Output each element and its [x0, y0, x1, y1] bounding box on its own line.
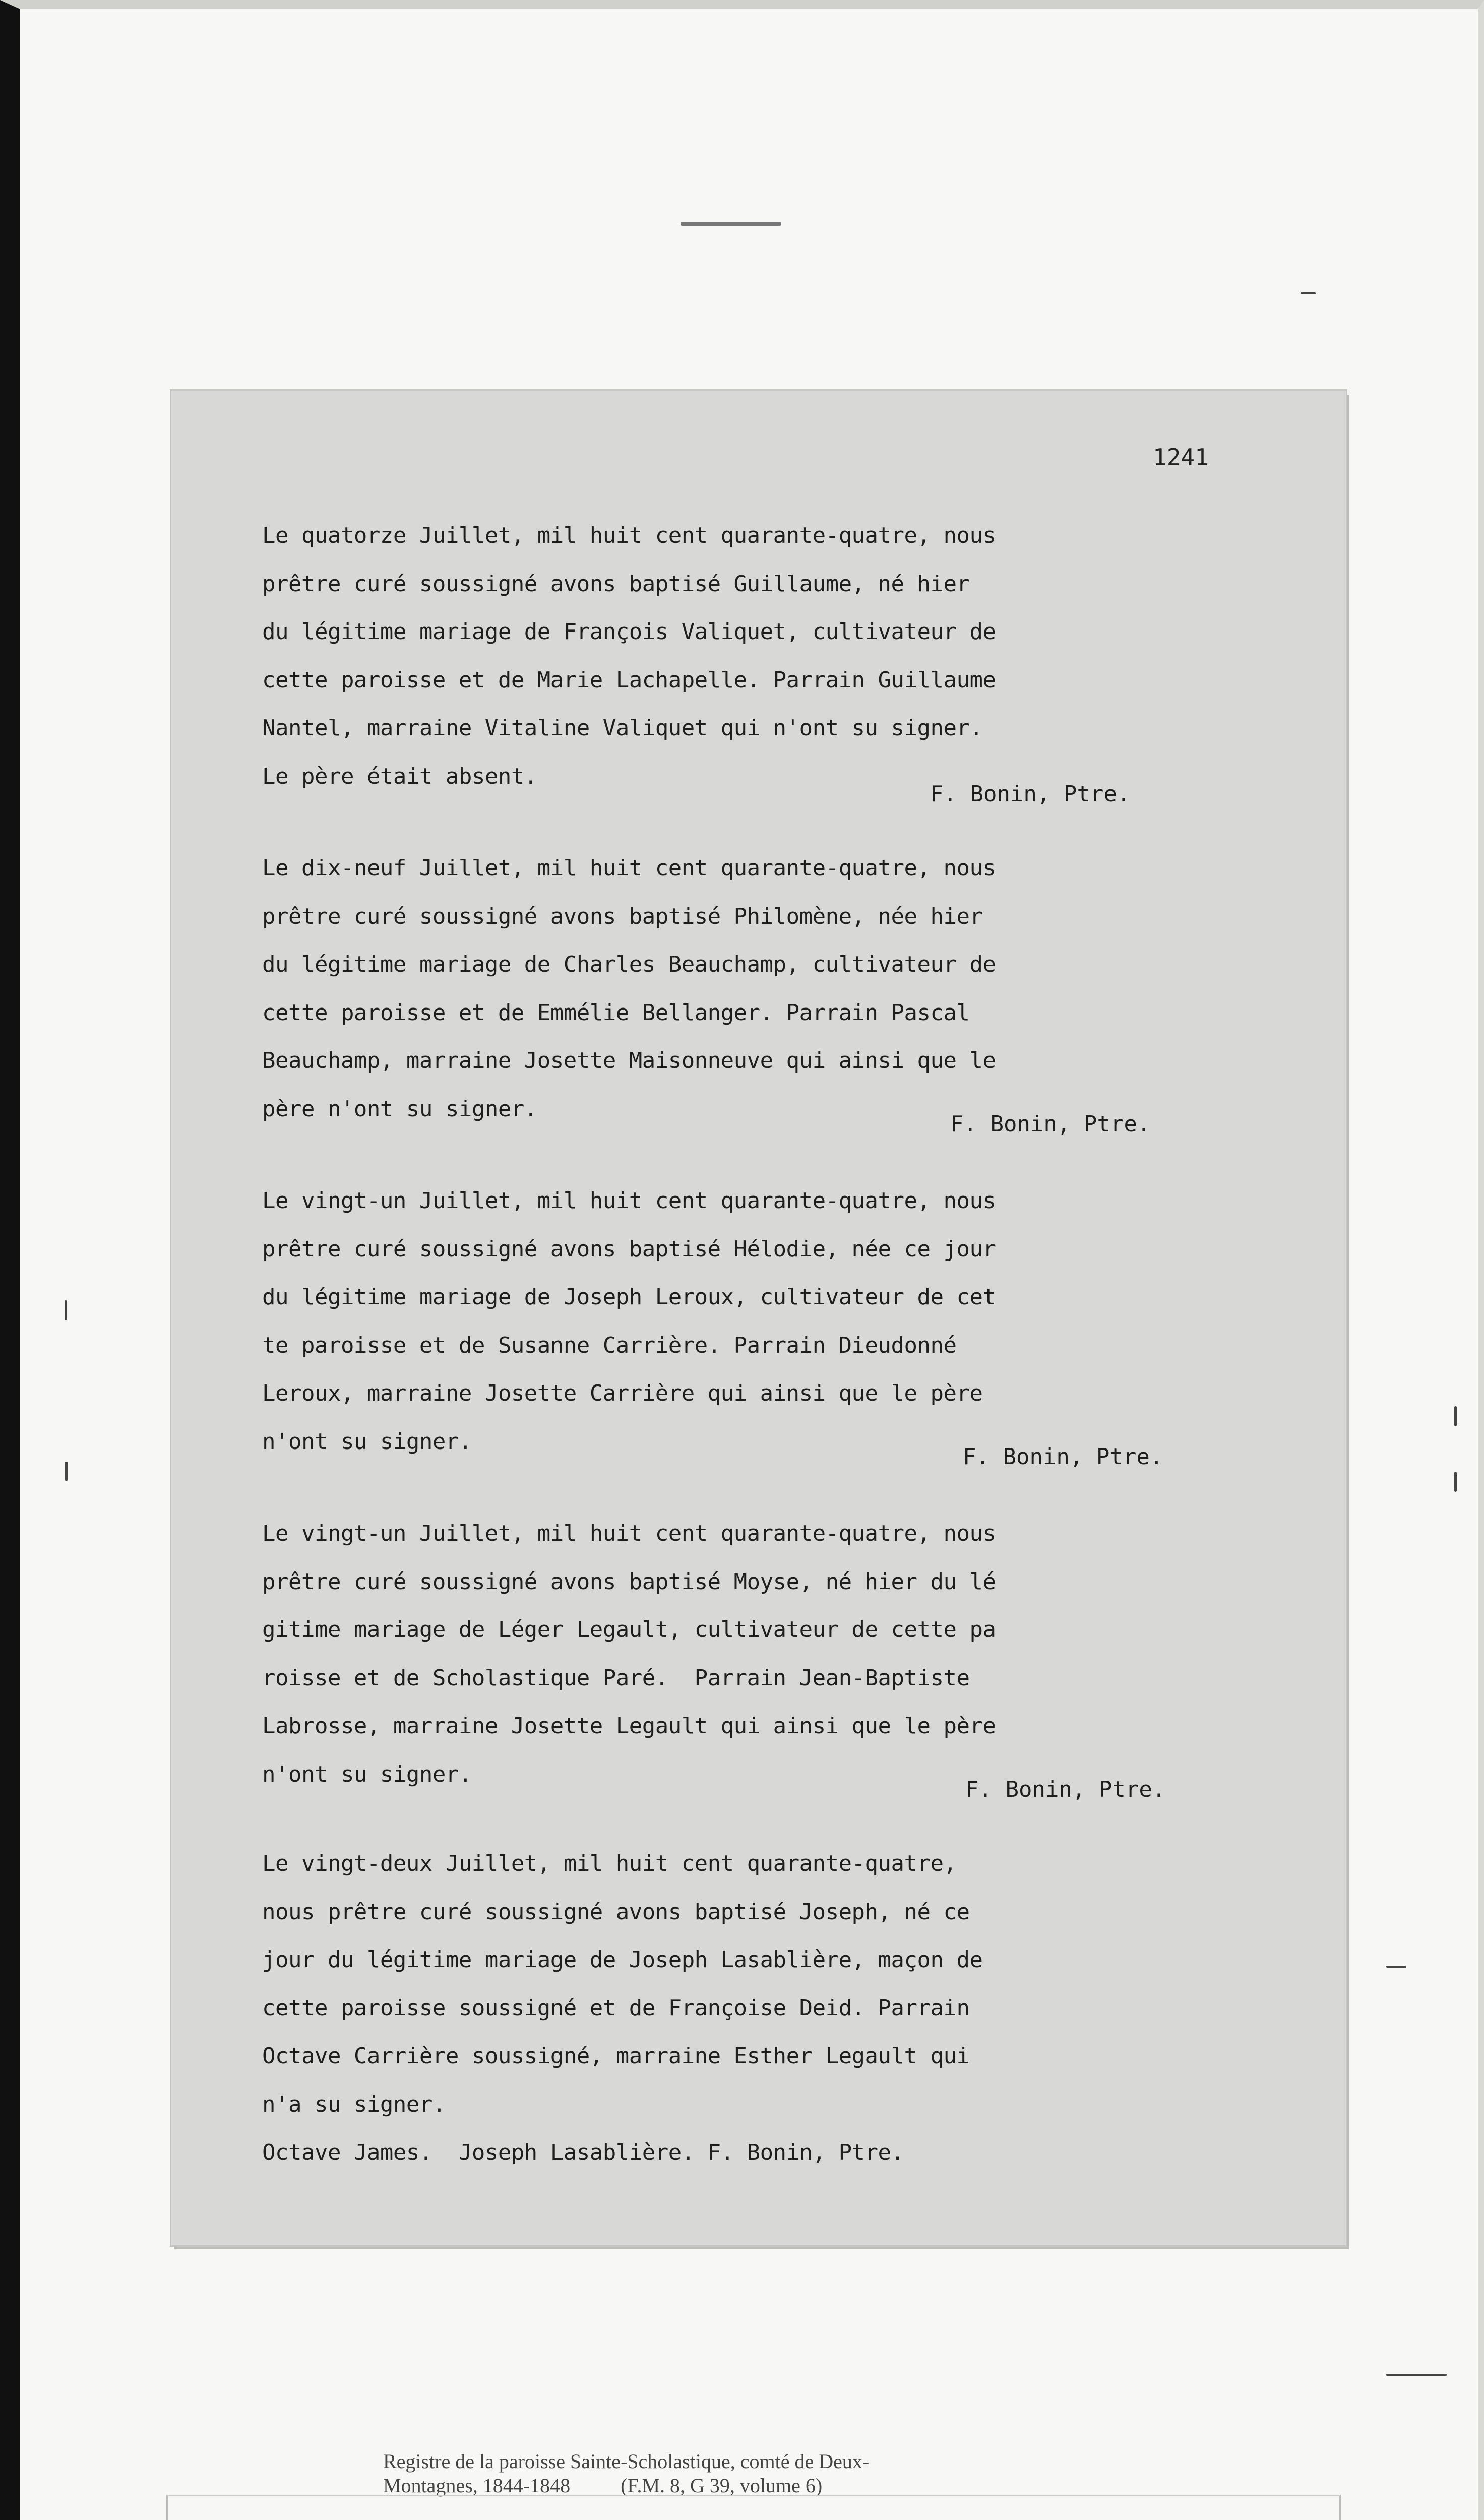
- entry-line: du légitime mariage de Joseph Leroux, cultivateur de cet: [262, 1284, 996, 1310]
- caption-line: Registre de la paroisse Sainte-Scholastique, comté de Deux-: [383, 2450, 870, 2473]
- entry-line: prêtre curé soussigné avons baptisé Hélodie, née ce jour: [262, 1236, 996, 1262]
- scan-tick: [1386, 1966, 1406, 1968]
- entry-line: cette paroisse soussigné et de Françoise Deid. Parrain: [262, 1995, 970, 2021]
- scan-tick: [1454, 1406, 1457, 1426]
- entry-line: jour du légitime mariage de Joseph Lasablière, maçon de: [262, 1947, 983, 1973]
- entry-line: Le quatorze Juillet, mil huit cent quarante-quatre, nous: [262, 523, 996, 548]
- archive-caption: [383, 2449, 869, 2498]
- entry-line: prêtre curé soussigné avons baptisé Guillaume, né hier: [262, 571, 970, 597]
- baptism-entry-3: [262, 1177, 1119, 1466]
- scan-tick: [65, 1300, 67, 1320]
- entry-signatures-line: Octave James. Joseph Lasablière. F. Bonin, Ptre.: [262, 2139, 904, 2165]
- baptism-entry-5: [262, 1840, 1119, 2177]
- scan-tick: [65, 1462, 68, 1481]
- baptism-entry-1: [262, 512, 1119, 800]
- entry-line: prêtre curé soussigné avons baptisé Moyse, né hier du lé: [262, 1568, 996, 1595]
- scan-tick: [1454, 1472, 1457, 1492]
- priest-signature: F. Bonin, Ptre.: [963, 1444, 1163, 1470]
- entry-line: gitime mariage de Léger Legault, cultivateur de cette pa: [262, 1617, 996, 1643]
- entry-line: n'ont su signer.: [262, 1761, 472, 1787]
- entry-line: prêtre curé soussigné avons baptisé Philomène, née hier: [262, 903, 983, 929]
- entry-line: n'a su signer.: [262, 2091, 446, 2117]
- entry-line: Leroux, marraine Josette Carrière qui ainsi que le père: [262, 1380, 983, 1406]
- entry-line: roisse et de Scholastique Paré. Parrain Jean-Baptiste: [262, 1665, 970, 1691]
- page-number: 1241: [1153, 444, 1209, 471]
- scan-tick: [1301, 292, 1316, 294]
- entry-line: Le vingt-un Juillet, mil huit cent quarante-quatre, nous: [262, 1188, 996, 1214]
- entry-line: du légitime mariage de Charles Beauchamp, cultivateur de: [262, 952, 996, 977]
- scan-tick: [1386, 2374, 1447, 2376]
- entry-line: Le vingt-un Juillet, mil huit cent quarante-quatre, nous: [262, 1521, 996, 1546]
- entry-line: Nantel, marraine Vitaline Valiquet qui n'ont su signer.: [262, 715, 983, 741]
- priest-signature: F. Bonin, Ptre.: [965, 1777, 1166, 1802]
- entry-line: n'ont su signer.: [262, 1428, 472, 1455]
- entry-line: père n'ont su signer.: [262, 1096, 537, 1122]
- baptism-entry-4: [262, 1509, 1119, 1798]
- priest-signature: F. Bonin, Ptre.: [950, 1111, 1151, 1137]
- entry-line: te paroisse et de Susanne Carrière. Parrain Dieudonné: [262, 1332, 957, 1358]
- entry-line: Beauchamp, marraine Josette Maisonneuve qui ainsi que le: [262, 1048, 996, 1074]
- entry-line: cette paroisse et de Emmélie Bellanger. Parrain Pascal: [262, 999, 970, 1026]
- archive-stamp-box: [166, 2495, 1341, 2520]
- entry-line: cette paroisse et de Marie Lachapelle. Parrain Guillaume: [262, 667, 996, 693]
- entry-line: Le vingt-deux Juillet, mil huit cent quarante-quatre,: [262, 1851, 957, 1876]
- entry-line: nous prêtre curé soussigné avons baptisé Joseph, né ce: [262, 1899, 970, 1925]
- entry-line: Le père était absent.: [262, 763, 537, 789]
- scan-smudge: [681, 222, 781, 226]
- baptism-entry-2: [262, 844, 1119, 1133]
- entry-line: Octave Carrière soussigné, marraine Esther Legault qui: [262, 2043, 970, 2069]
- entry-line: du légitime mariage de François Valiquet, cultivateur de: [262, 619, 996, 645]
- priest-signature: F. Bonin, Ptre.: [930, 781, 1131, 807]
- entry-line: Le dix-neuf Juillet, mil huit cent quarante-quatre, nous: [262, 855, 996, 881]
- caption-line: Montagnes, 1844-1848 (F.M. 8, G 39, volume 6): [383, 2474, 823, 2497]
- entry-line: Labrosse, marraine Josette Legault qui ainsi que le père: [262, 1713, 996, 1739]
